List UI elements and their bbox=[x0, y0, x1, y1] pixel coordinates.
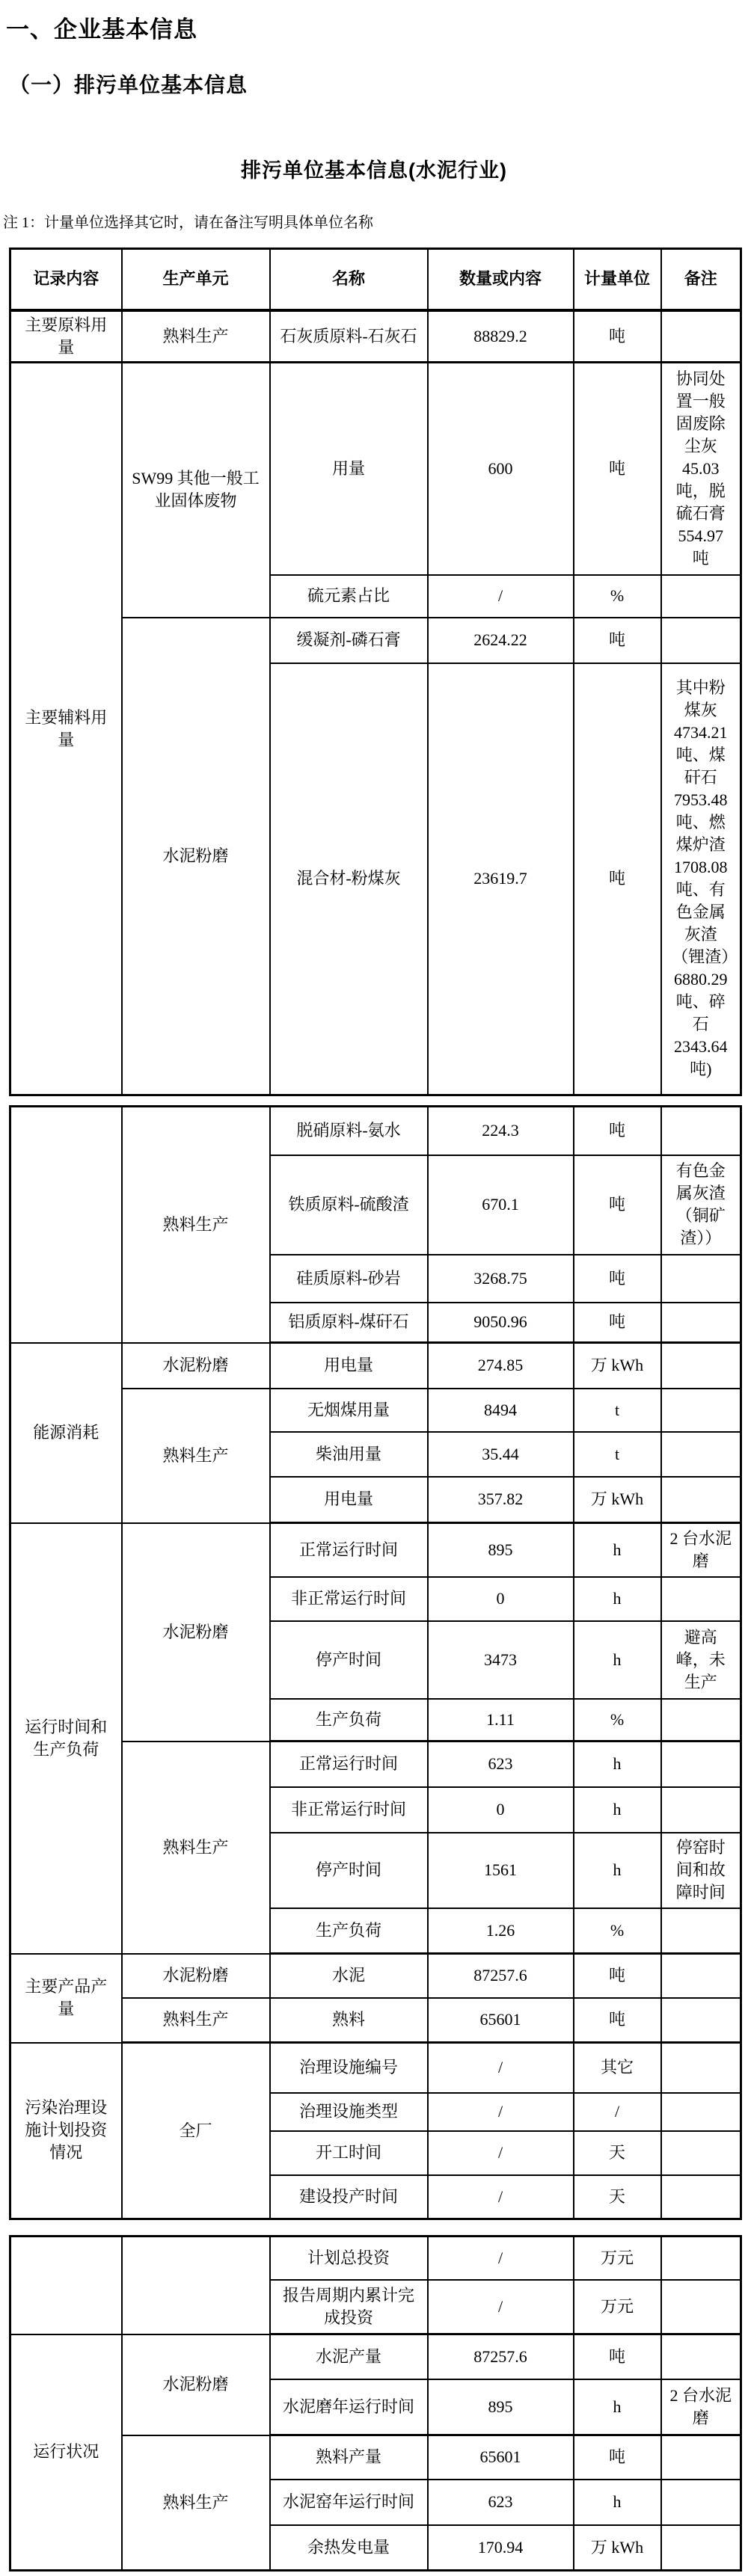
cell: 无烟煤用量 bbox=[270, 1389, 428, 1432]
cell: 87257.6 bbox=[428, 2334, 574, 2379]
cell: 吨 bbox=[574, 363, 661, 575]
cell: 建设投产时间 bbox=[270, 2175, 428, 2219]
group-cell: 主要辅料用量 bbox=[10, 363, 122, 1095]
cell: 8494 bbox=[428, 1389, 574, 1432]
table-row bbox=[10, 2043, 741, 2093]
table-row bbox=[10, 310, 741, 363]
cell: t bbox=[574, 1432, 661, 1477]
cell: 万 kWh bbox=[574, 1343, 661, 1389]
cell bbox=[661, 1908, 741, 1954]
cell: h bbox=[574, 2379, 661, 2435]
cell: 石灰质原料-石灰石 bbox=[270, 310, 428, 363]
cell: 其它 bbox=[574, 2043, 661, 2093]
cell bbox=[661, 1787, 741, 1833]
cell: / bbox=[428, 2175, 574, 2219]
cell: 1.11 bbox=[428, 1699, 574, 1742]
cell: 623 bbox=[428, 1742, 574, 1787]
cell: h bbox=[574, 1577, 661, 1621]
cell: 吨 bbox=[574, 618, 661, 663]
cell bbox=[661, 1303, 741, 1343]
cell bbox=[661, 310, 741, 363]
table-header-row bbox=[10, 249, 741, 310]
remark-cell: 协同处置一般固废除尘灰 45.03 吨，脱硫石膏 554.97 吨 bbox=[661, 363, 741, 575]
cell: 3268.75 bbox=[428, 1255, 574, 1303]
table-row bbox=[10, 1343, 741, 1389]
cell: 895 bbox=[428, 1523, 574, 1577]
cell bbox=[661, 1742, 741, 1787]
cell: t bbox=[574, 1389, 661, 1432]
cell: 万 kWh bbox=[574, 1477, 661, 1523]
cell: / bbox=[428, 2131, 574, 2175]
cell: 脱硝原料-氨水 bbox=[270, 1107, 428, 1155]
cell: 治理设施类型 bbox=[270, 2093, 428, 2131]
remark-cell: 避高峰，未生产 bbox=[661, 1621, 741, 1699]
group-cell: 运行时间和生产负荷 bbox=[10, 1523, 122, 1954]
cell: 水泥窑年运行时间 bbox=[270, 2480, 428, 2525]
cell: 正常运行时间 bbox=[270, 1742, 428, 1787]
table-row bbox=[10, 1954, 741, 1998]
basic-info-table-2 bbox=[9, 1105, 742, 2220]
cell: 熟料产量 bbox=[270, 2435, 428, 2480]
remark-cell: 2 台水泥磨 bbox=[661, 1523, 741, 1577]
cell: / bbox=[574, 2093, 661, 2131]
cell bbox=[661, 1998, 741, 2043]
basic-info-table-1 bbox=[9, 248, 742, 1096]
cell bbox=[661, 2093, 741, 2131]
cell: / bbox=[428, 575, 574, 618]
cell: 吨 bbox=[574, 1255, 661, 1303]
group-cell: 水泥粉磨 bbox=[122, 2334, 270, 2435]
header-cell: 生产单元 bbox=[122, 249, 270, 310]
cell: 23619.7 bbox=[428, 663, 574, 1095]
cell: 895 bbox=[428, 2379, 574, 2435]
cell: 用量 bbox=[270, 363, 428, 575]
remark-cell: 2 台水泥磨 bbox=[661, 2379, 741, 2435]
cell: 非正常运行时间 bbox=[270, 1787, 428, 1833]
cell: 生产负荷 bbox=[270, 1699, 428, 1742]
cell: 缓凝剂-磷石膏 bbox=[270, 618, 428, 663]
cell: / bbox=[428, 2237, 574, 2280]
cell: 治理设施编号 bbox=[270, 2043, 428, 2093]
cell: 正常运行时间 bbox=[270, 1523, 428, 1577]
group-cell: 熟料生产 bbox=[122, 2435, 270, 2571]
cell bbox=[661, 575, 741, 618]
cell bbox=[661, 1477, 741, 1523]
cell: 88829.2 bbox=[428, 310, 574, 363]
cell bbox=[661, 1699, 741, 1742]
cell: 万元 bbox=[574, 2237, 661, 2280]
cell: 670.1 bbox=[428, 1155, 574, 1255]
cell: / bbox=[428, 2093, 574, 2131]
cell: 224.3 bbox=[428, 1107, 574, 1155]
group-cell bbox=[122, 2237, 270, 2334]
cell: 170.94 bbox=[428, 2525, 574, 2571]
table-row bbox=[10, 2237, 741, 2280]
cell: 天 bbox=[574, 2175, 661, 2219]
cell: 开工时间 bbox=[270, 2131, 428, 2175]
cell: 吨 bbox=[574, 1155, 661, 1255]
group-cell: 全厂 bbox=[122, 2043, 270, 2219]
cell: 0 bbox=[428, 1787, 574, 1833]
cell: 万元 bbox=[574, 2280, 661, 2334]
cell: % bbox=[574, 575, 661, 618]
cell: 623 bbox=[428, 2480, 574, 2525]
cell bbox=[661, 2237, 741, 2280]
cell: 274.85 bbox=[428, 1343, 574, 1389]
cell: 天 bbox=[574, 2131, 661, 2175]
cell: 硅质原料-砂岩 bbox=[270, 1255, 428, 1303]
remark-cell: 有色金属灰渣（铜矿渣）） bbox=[661, 1155, 741, 1255]
cell: 报告周期内累计完成投资 bbox=[270, 2280, 428, 2334]
heading-discharge-unit-basic-info: （一）排污单位基本信息 bbox=[9, 73, 248, 96]
header-cell: 名称 bbox=[270, 249, 428, 310]
cell bbox=[661, 618, 741, 663]
group-cell: SW99 其他一般工业固体废物 bbox=[122, 363, 270, 618]
cell bbox=[661, 2334, 741, 2379]
group-cell: 水泥粉磨 bbox=[122, 1523, 270, 1742]
cell: 非正常运行时间 bbox=[270, 1577, 428, 1621]
cell bbox=[661, 1389, 741, 1432]
cell: 2624.22 bbox=[428, 618, 574, 663]
header-cell: 备注 bbox=[661, 249, 741, 310]
cell: 熟料生产 bbox=[122, 1998, 270, 2043]
cell: 余热发电量 bbox=[270, 2525, 428, 2571]
cell bbox=[661, 1577, 741, 1621]
cell: 吨 bbox=[574, 2334, 661, 2379]
cell: h bbox=[574, 1621, 661, 1699]
cell: 水泥粉磨 bbox=[122, 1954, 270, 1998]
cell bbox=[661, 1343, 741, 1389]
cell bbox=[661, 2175, 741, 2219]
cell bbox=[661, 2043, 741, 2093]
cell bbox=[661, 2480, 741, 2525]
cell: 吨 bbox=[574, 663, 661, 1095]
cell: 计划总投资 bbox=[270, 2237, 428, 2280]
cell bbox=[661, 2280, 741, 2334]
header-cell: 数量或内容 bbox=[428, 249, 574, 310]
note-measurement-unit: 注 1：计量单位选择其它时，请在备注写明具体单位名称 bbox=[3, 215, 373, 231]
cell bbox=[661, 2435, 741, 2480]
cell: 35.44 bbox=[428, 1432, 574, 1477]
basic-info-table-3 bbox=[9, 2235, 742, 2572]
group-cell: 熟料生产 bbox=[122, 1742, 270, 1954]
cell: 柴油用量 bbox=[270, 1432, 428, 1477]
cell: 1561 bbox=[428, 1833, 574, 1908]
remark-cell: 其中粉煤灰 4734.21 吨、煤矸石 7953.48 吨、燃煤炉渣 1708.08 吨、有色金属灰渣（锂渣）6880.29 吨、碎石 2343.64 吨) bbox=[661, 663, 741, 1095]
cell: 65601 bbox=[428, 1998, 574, 2043]
cell: 熟料 bbox=[270, 1998, 428, 2043]
cell: 1.26 bbox=[428, 1908, 574, 1954]
cell: % bbox=[574, 1908, 661, 1954]
cell bbox=[661, 1107, 741, 1155]
group-cell: 熟料生产 bbox=[122, 1107, 270, 1343]
cell: % bbox=[574, 1699, 661, 1742]
cell: 9050.96 bbox=[428, 1303, 574, 1343]
cell bbox=[661, 1954, 741, 1998]
cell: 铝质原料-煤矸石 bbox=[270, 1303, 428, 1343]
cell: h bbox=[574, 1742, 661, 1787]
cell: 87257.6 bbox=[428, 1954, 574, 1998]
cell: 水泥 bbox=[270, 1954, 428, 1998]
group-cell: 运行状况 bbox=[10, 2334, 122, 2571]
group-cell: 污染治理设施计划投资情况 bbox=[10, 2043, 122, 2219]
cell: 3473 bbox=[428, 1621, 574, 1699]
cell: 停产时间 bbox=[270, 1621, 428, 1699]
cell bbox=[661, 2525, 741, 2571]
cell: 吨 bbox=[574, 1107, 661, 1155]
cell: 600 bbox=[428, 363, 574, 575]
group-cell: 水泥粉磨 bbox=[122, 618, 270, 1095]
header-cell: 计量单位 bbox=[574, 249, 661, 310]
cell: 硫元素占比 bbox=[270, 575, 428, 618]
cell bbox=[661, 2131, 741, 2175]
table-title: 排污单位基本信息(水泥行业) bbox=[241, 159, 507, 182]
table-row bbox=[10, 363, 741, 575]
cell bbox=[661, 1255, 741, 1303]
cell bbox=[661, 1432, 741, 1477]
cell: 混合材-粉煤灰 bbox=[270, 663, 428, 1095]
group-cell: 能源消耗 bbox=[10, 1343, 122, 1523]
table-row bbox=[10, 1523, 741, 1577]
cell: h bbox=[574, 1787, 661, 1833]
group-cell bbox=[10, 2237, 122, 2334]
cell: 用电量 bbox=[270, 1343, 428, 1389]
table-row bbox=[10, 1107, 741, 1155]
table-row bbox=[10, 2334, 741, 2379]
cell: 吨 bbox=[574, 1954, 661, 1998]
cell: 水泥磨年运行时间 bbox=[270, 2379, 428, 2435]
group-cell: 主要产品产量 bbox=[10, 1954, 122, 2043]
header-cell: 记录内容 bbox=[10, 249, 122, 310]
cell: h bbox=[574, 1523, 661, 1577]
cell: 吨 bbox=[574, 2435, 661, 2480]
group-cell bbox=[10, 1107, 122, 1343]
cell: 357.82 bbox=[428, 1477, 574, 1523]
cell: 铁质原料-硫酸渣 bbox=[270, 1155, 428, 1255]
cell: h bbox=[574, 1833, 661, 1908]
cell: 用电量 bbox=[270, 1477, 428, 1523]
cell: 水泥粉磨 bbox=[122, 1343, 270, 1389]
cell: 万 kWh bbox=[574, 2525, 661, 2571]
remark-cell: 停窑时间和故障时间 bbox=[661, 1833, 741, 1908]
cell: / bbox=[428, 2280, 574, 2334]
cell: 吨 bbox=[574, 310, 661, 363]
group-cell: 熟料生产 bbox=[122, 1389, 270, 1523]
cell: 水泥产量 bbox=[270, 2334, 428, 2379]
cell: 65601 bbox=[428, 2435, 574, 2480]
group-cell: 主要原料用量 bbox=[10, 310, 122, 363]
cell: 0 bbox=[428, 1577, 574, 1621]
cell: 生产负荷 bbox=[270, 1908, 428, 1954]
heading-enterprise-basic-info: 一、企业基本信息 bbox=[6, 16, 197, 43]
cell: / bbox=[428, 2043, 574, 2093]
cell: h bbox=[574, 2480, 661, 2525]
cell: 停产时间 bbox=[270, 1833, 428, 1908]
cell: 吨 bbox=[574, 1998, 661, 2043]
cell: 吨 bbox=[574, 1303, 661, 1343]
cell: 熟料生产 bbox=[122, 310, 270, 363]
